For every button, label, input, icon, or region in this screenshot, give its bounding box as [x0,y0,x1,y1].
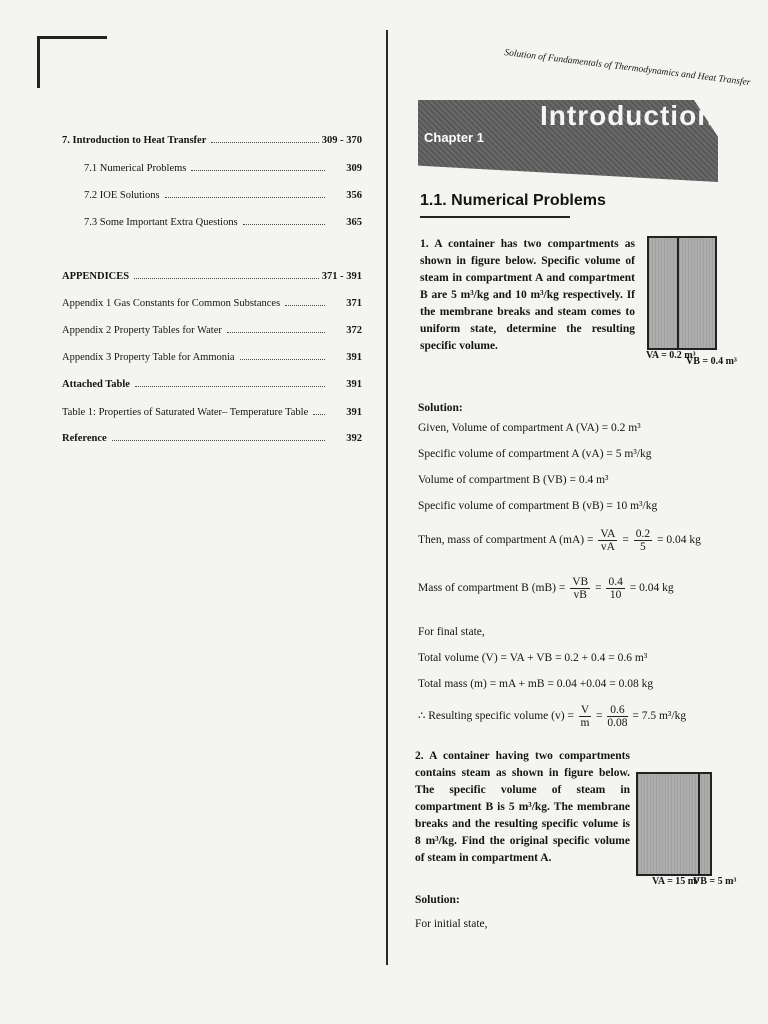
toc-leader [243,224,325,225]
section-rule [420,216,570,218]
corner-mark [37,38,40,88]
solution-line: Given, Volume of compartment A (VA) = 0.2 m³ [418,422,641,434]
membrane [698,774,700,874]
toc-row [62,402,362,418]
fraction [606,576,624,601]
eq-text: = 0.04 kg [629,582,674,595]
toc-page: 371 - 391 [321,271,362,282]
toc-page: 356 [346,190,362,201]
toc-page: 371 [346,298,362,309]
toc-leader [135,386,325,387]
toc-leader [191,170,325,171]
denominator: 5 [640,541,646,553]
figure-caption: VB = 5 m³ [693,876,737,887]
toc-leader [285,305,325,306]
denominator: vB [573,589,587,601]
toc-label: Attached Table [62,379,130,390]
solution-line: Specific volume of compartment B (vB) = 10 m³/kg [418,500,658,512]
toc-leader [227,332,325,333]
solution-line: Specific volume of compartment A (vA) = 5 m³/kg [418,448,652,460]
denominator: vA [600,541,615,553]
eq-text: = 7.5 m³/kg [632,710,687,723]
page-gutter [386,30,388,965]
eq-text: = [595,582,602,595]
toc-label: APPENDICES [62,271,130,282]
solution-line: Volume of compartment B (VB) = 0.4 m³ [418,474,609,486]
eq-text: Then, mass of compartment A (mA) = [418,534,594,547]
toc-page: 365 [346,217,362,228]
figure-caption: VA = 0.2 m³ [646,350,696,361]
toc-leader [313,414,325,415]
toc-label: Appendix 3 Property Table for Ammonia [62,352,235,363]
figure-caption: VA = 15 m³ [652,876,700,887]
toc-row [62,130,362,146]
toc-page: 392 [346,433,362,444]
eq-text: = [622,534,629,547]
toc-label: 7.3 Some Important Extra Questions [84,217,238,228]
numerator: VA [600,528,616,540]
problem-1: 1. A container has two compartments as shown in figure below. Specific volume of steam in compartment A and compartment B are 5 m³/kg and 10 m³/kg respectively. If the membrane breaks and steam comes to uniform state, determine the resulting specific volume. [420,238,635,352]
eq-text: = [596,710,603,723]
problem-2: 2. A container having two compartments contains steam as shown in figure below. The specific volume of steam in compartment B is 5 m³/kg. The membrane breaks and the resulting specific volume is 8 m³/kg. Find the original specific volume of steam in compartment A. [415,750,630,864]
toc-page: 372 [346,325,362,336]
solution-line: Total mass (m) = mA + mB = 0.04 +0.04 = 0.08 kg [418,678,654,690]
toc-leader [240,359,325,360]
section-title: 1.1. Numerical Problems [420,192,606,209]
toc-row [62,374,362,390]
toc-label: Appendix 1 Gas Constants for Common Substances [62,298,281,309]
toc-page: 391 [346,352,362,363]
solution-line: For final state, [418,626,485,638]
toc-leader [112,440,325,441]
equation-ma [418,528,701,553]
toc-label: Reference [62,433,107,444]
toc-page: 309 [346,163,362,174]
eq-text: Mass of compartment B (mB) = [418,582,566,595]
corner-mark [37,36,107,39]
eq-text: ∴ Resulting specific volume (v) = [418,710,574,723]
fraction [579,704,591,729]
solution-label: Solution: [418,402,463,414]
toc-row [62,293,362,309]
toc-label: 7. Introduction to Heat Transfer [62,135,207,146]
numerator: V [580,704,590,716]
compartment-figure [636,772,712,876]
toc-leader [134,278,319,279]
toc-row [62,347,362,363]
figure-caption: VB = 0.4 m³ [686,356,737,367]
toc-label: 7.1 Numerical Problems [84,163,187,174]
solution-label: Solution: [415,894,460,906]
numerator: 0.6 [607,704,627,717]
equation-result [418,704,686,729]
toc-label: Table 1: Properties of Saturated Water– Temperature Table [62,407,309,418]
toc-row [62,266,362,282]
numerator: VB [572,576,589,588]
toc-page: 309 - 370 [321,135,362,146]
toc-row [62,428,362,444]
toc-row [62,212,362,228]
toc-page: 391 [346,379,362,390]
denominator: 0.08 [607,717,628,729]
compartment-figure [647,236,717,350]
fraction [598,528,617,553]
chapter-label: Chapter 1 [424,130,484,145]
toc-row [62,320,362,336]
toc-label: Appendix 2 Property Tables for Water [62,325,222,336]
toc-label: 7.2 IOE Solutions [84,190,160,201]
equation-mb [418,576,674,601]
eq-text: = 0.04 kg [656,534,701,547]
chapter-title: Introduction [540,100,716,131]
numerator: 0.4 [608,576,623,588]
numerator: 0.2 [635,528,651,540]
fraction [570,576,590,601]
toc-row [62,185,362,201]
solution-line: Total volume (V) = VA + VB = 0.2 + 0.4 = 0.6 m³ [418,652,648,664]
toc-page: 391 [346,407,362,418]
toc-leader [211,142,318,143]
denominator: 10 [609,589,622,601]
toc-row [62,158,362,174]
fraction [634,528,652,553]
fraction [607,704,627,729]
solution-line: For initial state, [415,918,488,930]
toc-leader [165,197,325,198]
membrane [677,238,679,348]
running-header: Solution of Fundamentals of Thermodynamics and Heat Transfer [503,48,751,89]
denominator: m [580,717,590,729]
